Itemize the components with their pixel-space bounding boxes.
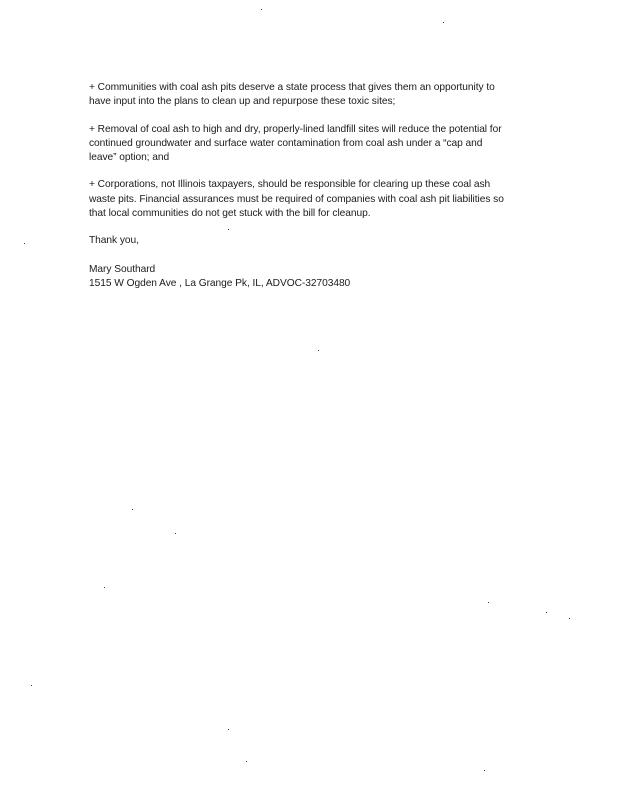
paragraph-line: waste pits. Financial assurances must be required of companies with coal ash pit liabilities so [89,193,504,205]
scan-speck [546,612,547,613]
bullet-paragraph-communities [89,81,534,110]
scan-speck [31,685,32,686]
paragraph-line: have input into the plans to clean up and repurpose these toxic sites; [89,96,396,108]
scan-speck [24,243,25,244]
signer-name: Mary Southard [89,263,156,275]
paragraph-line: + Removal of coal ash to high and dry, properly-lined landfill sites will reduce the potential for [89,123,502,135]
paragraph-line: that local communities do not get stuck with the bill for cleanup. [89,208,371,220]
signer-address: 1515 W Ogden Ave , La Grange Pk, IL, ADVOC-32703480 [89,277,351,289]
paragraph-line: + Communities with coal ash pits deserve a state process that gives them an opportunity to [89,82,495,93]
bullet-paragraph-corporations [89,178,534,221]
paragraph-line: + Corporations, not Illinois taxpayers, should be responsible for clearing up these coal ash [89,179,491,191]
scan-speck [132,509,133,510]
scan-speck [569,618,570,619]
scan-speck [228,229,229,230]
scan-speck [261,9,262,10]
paragraph-line: leave” option; and [89,152,170,164]
paragraph-line: continued groundwater and surface water contamination from coal ash under a “cap and [89,137,483,149]
scan-speck [484,770,485,771]
scan-speck [246,761,247,762]
scan-speck [175,533,176,534]
bullet-paragraph-removal [89,123,534,166]
signature-block [89,263,534,292]
scan-speck [228,729,229,730]
scan-speck [104,587,105,588]
scan-speck [488,602,489,603]
scan-speck [443,22,444,23]
closing-line: Thank you, [89,235,139,247]
letter-body [89,81,534,291]
scan-speck [318,350,319,351]
